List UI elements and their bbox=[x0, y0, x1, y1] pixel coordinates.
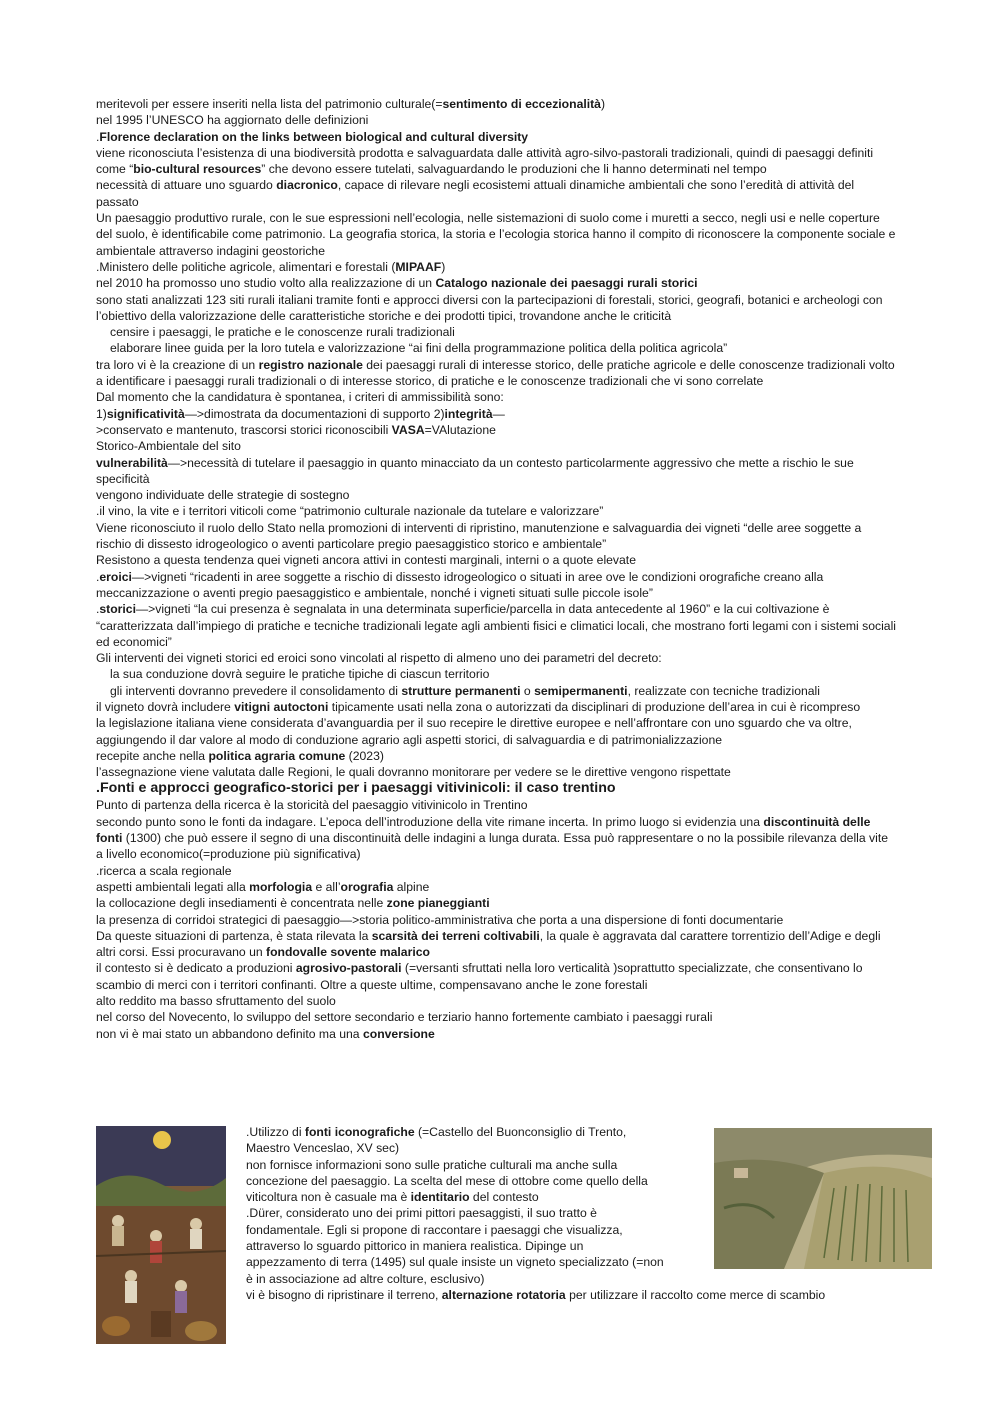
text-run: per utilizzare il raccolto come merce di scambio bbox=[565, 1287, 826, 1302]
bold-term: orografia bbox=[340, 879, 394, 894]
paragraph bbox=[96, 879, 896, 895]
bold-term: zone pianeggianti bbox=[386, 896, 490, 911]
paragraph bbox=[96, 520, 896, 553]
text-run: elaborare linee guida per la loro tutela e valorizzazione “ai fini della programmazione politica della politica agricola” bbox=[110, 341, 728, 356]
bold-term: diacronico bbox=[276, 178, 338, 193]
section-heading bbox=[96, 780, 896, 797]
text-run: la sua conduzione dovrà seguire le pratiche tipiche di ciascun territorio bbox=[110, 667, 490, 682]
paragraph bbox=[96, 259, 896, 275]
text-run: >conservato e mantenuto, trascorsi storici riconoscibili bbox=[96, 422, 392, 437]
bold-term: discontinuità delle fonti bbox=[96, 814, 871, 846]
bold-term: fonti iconografiche bbox=[304, 1125, 415, 1139]
text-run: .Fonti e approcci geografico-storici per i paesaggi vitivinicoli: il caso trentino bbox=[96, 780, 616, 797]
text-run: Resistono a questa tendenza quei vigneti ancora attivi in contesti marginali, interni o a quote elevate bbox=[96, 553, 636, 568]
text-run: secondo punto sono le fonti da indagare. L’epoca dell’introduzione della vite rimane incerta. In primo luogo si evidenzia una bbox=[96, 814, 764, 829]
bold-term: vitigni autoctoni bbox=[234, 699, 329, 714]
paragraph bbox=[96, 715, 896, 748]
bold-term: Florence declaration on the links between biological and cultural diversity bbox=[99, 129, 529, 144]
text-run: l’assegnazione viene valutata dalle Regioni, le quali dovranno monitorare per vedere se le direttive vengono rispettate bbox=[96, 765, 731, 780]
paragraph bbox=[96, 601, 896, 650]
bold-term: agrosivo-pastorali bbox=[295, 961, 402, 976]
paragraph bbox=[96, 797, 896, 813]
text-run: Viene riconosciuto il ruolo dello Stato nella promozioni di interventi di ripristino, manutenzione e salvaguardia dei vigneti “delle aree soggette a rischio di dissesto idrogeologico o aventi particolare pregio paesaggistico storico e ambientale” bbox=[96, 520, 862, 552]
paragraph bbox=[96, 389, 896, 405]
paragraph bbox=[96, 569, 896, 602]
text-run: la legislazione italiana viene considerata d’avanguardia per il suo recepire le direttive europee e nell’affrontare con uno sguardo che va oltre, aggiungendo il dar valore al modo di conduzione agrario agli aspetti storici, di salvaguardia e di patrimonializzazione bbox=[96, 716, 852, 747]
text-run: nel 2010 ha promosso uno studio volto alla realizzazione di un bbox=[96, 276, 436, 291]
paragraph bbox=[96, 666, 896, 682]
paragraph bbox=[96, 748, 896, 764]
text-run: —>necessità di tutelare il paesaggio in quanto minacciato da un contesto particolarmente aggressivo che mette a rischio le sue specificità bbox=[96, 455, 854, 486]
text-run: Gli interventi dei vigneti storici ed eroici sono vincolati al rispetto di almeno uno dei parametri del decreto: bbox=[96, 651, 662, 666]
paragraph bbox=[96, 928, 896, 961]
text-run: .ricerca a scala regionale bbox=[96, 863, 232, 878]
text-run: Un paesaggio produttivo rurale, con le sue espressioni nell’ecologia, nelle sistemazioni di suolo come i muretti a secco, negli usi e nelle coperture del suolo, è identificabile come patrimonio. La geografia storica, la storia e l’ecologia storica hanno il compito di riconoscere la componente sociale e ambientale attraverso indagini geostoriche bbox=[96, 211, 896, 258]
text-run: alpine bbox=[393, 879, 430, 894]
paragraph bbox=[96, 422, 896, 438]
bold-term: morfologia bbox=[249, 879, 313, 894]
bold-term: strutture permanenti bbox=[401, 683, 521, 698]
text-run: o bbox=[520, 683, 535, 698]
text-run: tipicamente usati nella zona o autorizzati da disciplinari di produzione dell’area in cui è ricompreso bbox=[328, 699, 861, 714]
text-run: nel corso del Novecento, lo sviluppo del settore secondario e terziario hanno fortemente cambiato i paesaggi rurali bbox=[96, 1010, 713, 1025]
bold-term: integrità bbox=[444, 406, 493, 421]
text-run: —>vigneti “ricadenti in aree soggette a rischio di dissesto idrogeologico o situati in aree ove le condizioni orografiche creano alla meccanizzazione o aventi pregio paesaggistico e ambientale, nonché i vigneti situati sulle piccole isole” bbox=[96, 569, 824, 600]
text-run: gli interventi dovranno prevedere il consolidamento di bbox=[110, 683, 402, 698]
text-run: censire i paesaggi, le pratiche e le conoscenze rurali tradizionali bbox=[110, 325, 455, 340]
text-run: — bbox=[492, 406, 505, 421]
text-run: . bbox=[96, 569, 100, 584]
paragraph bbox=[96, 455, 896, 488]
text-run: Da queste situazioni di partenza, è stata rilevata la bbox=[96, 928, 372, 943]
paragraph bbox=[96, 503, 896, 519]
text-run: e all’ bbox=[312, 879, 341, 894]
text-run: la presenza di corridoi strategici di paesaggio—>storia politico-amministrativa che porta a una dispersione di fonti documentarie bbox=[96, 912, 784, 927]
text-run: .Utilizzo di bbox=[246, 1125, 305, 1139]
paragraph bbox=[246, 1205, 666, 1286]
paragraph bbox=[96, 699, 896, 715]
bold-term: politica agraria comune bbox=[208, 748, 346, 763]
paragraph bbox=[246, 1157, 666, 1206]
text-run: Dal momento che la candidatura è spontanea, i criteri di ammissibilità sono: bbox=[96, 390, 504, 405]
text-run: . bbox=[96, 129, 100, 144]
paragraph bbox=[96, 210, 896, 259]
paragraph bbox=[96, 993, 896, 1009]
text-run: la collocazione degli insediamenti è concentrata nelle bbox=[96, 896, 387, 911]
text-run: , realizzate con tecniche tradizionali bbox=[627, 683, 820, 698]
text-run: alto reddito ma basso sfruttamento del suolo bbox=[96, 994, 336, 1009]
text-run: .Dürer, considerato uno dei primi pittori paesaggisti, il suo tratto è fondamentale. Egli si propone di raccontare i paesaggi che visualizza, attraverso lo sguardo pittorico in maniera realistica. Dipinge un appezzamento di terra (1495) sul quale insiste un vigneto specializzato (=non è in associazione ad altre colture, esclusivo) bbox=[246, 1206, 664, 1286]
bold-term: alternazione rotatoria bbox=[441, 1287, 566, 1302]
text-run: recepite anche nella bbox=[96, 748, 209, 763]
text-run: (2023) bbox=[345, 748, 384, 763]
text-run: —>dimostrata da documentazioni di supporto 2) bbox=[184, 406, 445, 421]
text-run: vi è bisogno di ripristinare il terreno, bbox=[246, 1287, 442, 1302]
paragraph bbox=[96, 112, 896, 128]
text-run: aspetti ambientali legati alla bbox=[96, 879, 250, 894]
text-run: . bbox=[96, 602, 100, 617]
text-run: (=Castello del Buonconsiglio di Trento, Maestro Venceslao, XV sec) bbox=[246, 1125, 627, 1156]
bold-term: vulnerabilità bbox=[96, 455, 168, 470]
paragraph bbox=[96, 96, 896, 112]
text-run: ) bbox=[441, 259, 446, 274]
bold-term: significatività bbox=[106, 406, 185, 421]
paragraph bbox=[96, 406, 896, 422]
bold-term: semipermanenti bbox=[534, 683, 628, 698]
lower-section bbox=[96, 1124, 936, 1344]
bold-term: VASA bbox=[391, 422, 425, 437]
paragraph bbox=[246, 1124, 666, 1157]
paragraph bbox=[96, 487, 896, 503]
paragraph bbox=[96, 1009, 896, 1025]
paragraph bbox=[96, 324, 896, 340]
text-run: (1300) che può essere il segno di una discontinuità delle indagini a lunga durata. Essa può rappresentare o no la possibile rilevanza della vite a livello economico(=produzione più significativa) bbox=[96, 831, 889, 862]
text-run: non vi è mai stato un abbandono definito ma una bbox=[96, 1026, 363, 1041]
text-run: (=versanti sfruttati nella loro verticalità )soprattutto specializzate, che consentivano lo scambio di merci con i territori confinanti. Oltre a queste ultime, compensavano anche le zone forestali bbox=[96, 961, 863, 992]
paragraph bbox=[96, 650, 896, 666]
text-run: =VAlutazione bbox=[424, 422, 496, 437]
bold-term: storici bbox=[99, 602, 136, 617]
text-run: non fornisce informazioni sono sulle pratiche culturali ma anche sulla concezione del paesaggio. La scelta del mese di ottobre come quello della viticoltura non è casuale ma è bbox=[246, 1157, 648, 1205]
bold-term: sentimento di eccezionalità bbox=[442, 97, 601, 111]
text-run: ) bbox=[600, 97, 606, 111]
bold-term: registro nazionale bbox=[258, 357, 363, 372]
paragraph bbox=[96, 863, 896, 879]
text-run: 1) bbox=[96, 406, 107, 421]
text-run: dei paesaggi rurali di interesse storico, delle pratiche agricole e delle conoscenze tradizionali volto a identificare i paesaggi rurali tradizionali o di interesse storico, di pratiche e le conoscenze tradizionali che vi sono correlate bbox=[96, 357, 895, 389]
bold-term: eroici bbox=[99, 569, 132, 584]
bold-term: fondovalle sovente malarico bbox=[266, 945, 430, 960]
paragraph bbox=[96, 292, 896, 325]
text-run: il vigneto dovrà includere bbox=[96, 699, 235, 714]
paragraph bbox=[96, 895, 896, 911]
bold-term: bio-cultural resources bbox=[133, 162, 262, 177]
paragraph bbox=[96, 438, 896, 454]
text-run: tra loro vi è la creazione di un bbox=[96, 357, 259, 372]
text-run: meritevoli per essere inseriti nella lista del patrimonio culturale(= bbox=[96, 97, 443, 111]
text-run: nel 1995 l’UNESCO ha aggiornato delle definizioni bbox=[96, 113, 369, 128]
text-run: sono stati analizzati 123 siti rurali italiani tramite fonti e approcci diversi con la partecipazioni di forestali, storici, geografi, botanici e archeologi con l’obiettivo della valorizzazione delle caratteristiche storiche e dei prodotti tipici, trovandone anche le criticità bbox=[96, 292, 883, 323]
paragraph bbox=[96, 814, 896, 863]
text-run: .il vino, la vite e i territori viticoli come “patrimonio culturale nazionale da tutelare e valorizzare” bbox=[96, 504, 604, 519]
text-run: , la quale è aggravata dal carattere torrentizio dell’Adige e degli altri corsi. Essi procuravano un bbox=[96, 928, 881, 960]
text-run: del contesto bbox=[469, 1190, 539, 1205]
paragraph bbox=[96, 912, 896, 928]
bold-term: Catalogo nazionale dei paesaggi rurali storici bbox=[435, 276, 698, 291]
paragraph bbox=[96, 1026, 896, 1042]
text-run: il contesto si è dedicato a produzioni bbox=[96, 961, 296, 976]
text-run: Punto di partenza della ricerca è la storicità del paesaggio vitivinicolo in Trentino bbox=[96, 798, 528, 813]
paragraph bbox=[96, 275, 896, 291]
paragraph bbox=[96, 145, 896, 178]
paragraph bbox=[246, 1287, 936, 1303]
paragraph bbox=[96, 177, 896, 210]
text-run: viene riconosciuta l’esistenza di una biodiversità prodotta e salvaguardata dalle attività agro-silvo-pastorali tradizionali, quindi di paesaggi definiti come “ bbox=[96, 145, 874, 177]
bold-term: conversione bbox=[362, 1026, 435, 1041]
text-run: .Ministero delle politiche agricole, alimentari e forestali ( bbox=[96, 259, 396, 274]
document-body bbox=[96, 96, 896, 1042]
text-run: vengono individuate delle strategie di sostegno bbox=[96, 488, 350, 503]
paragraph bbox=[96, 683, 896, 699]
medieval-fresco-october-icon bbox=[96, 1126, 226, 1344]
paragraph bbox=[96, 129, 896, 145]
paragraph bbox=[96, 357, 896, 390]
paragraph bbox=[96, 552, 896, 568]
text-run: Storico-Ambientale del sito bbox=[96, 439, 241, 454]
bold-term: MIPAAF bbox=[395, 259, 442, 274]
text-run: necessità di attuare uno sguardo bbox=[96, 178, 277, 193]
bold-term: scarsità dei terreni coltivabili bbox=[371, 928, 540, 943]
paragraph bbox=[96, 960, 896, 993]
durer-vineyard-painting-icon bbox=[714, 1128, 932, 1269]
text-run: —>vigneti “la cui presenza è segnalata in una determinata superficie/parcella in data antecedente al 1960” e la cui coltivazione è “caratterizzata dall’impiego di pratiche e tecniche tradizionali legate agli ambienti fisici e climatici locali, che mostrano forti legami con i sistemi sociali ed economici” bbox=[96, 602, 896, 649]
text-run: ” che devono essere tutelati, salvaguardando le produzioni che li hanno determinati nel tempo bbox=[261, 162, 767, 177]
paragraph bbox=[96, 340, 896, 356]
bold-term: identitario bbox=[410, 1190, 470, 1205]
paragraph bbox=[96, 764, 896, 780]
text-run: , capace di rilevare negli ecosistemi attuali dinamiche ambientali che sono l’eredità di attività del passato bbox=[96, 178, 855, 209]
